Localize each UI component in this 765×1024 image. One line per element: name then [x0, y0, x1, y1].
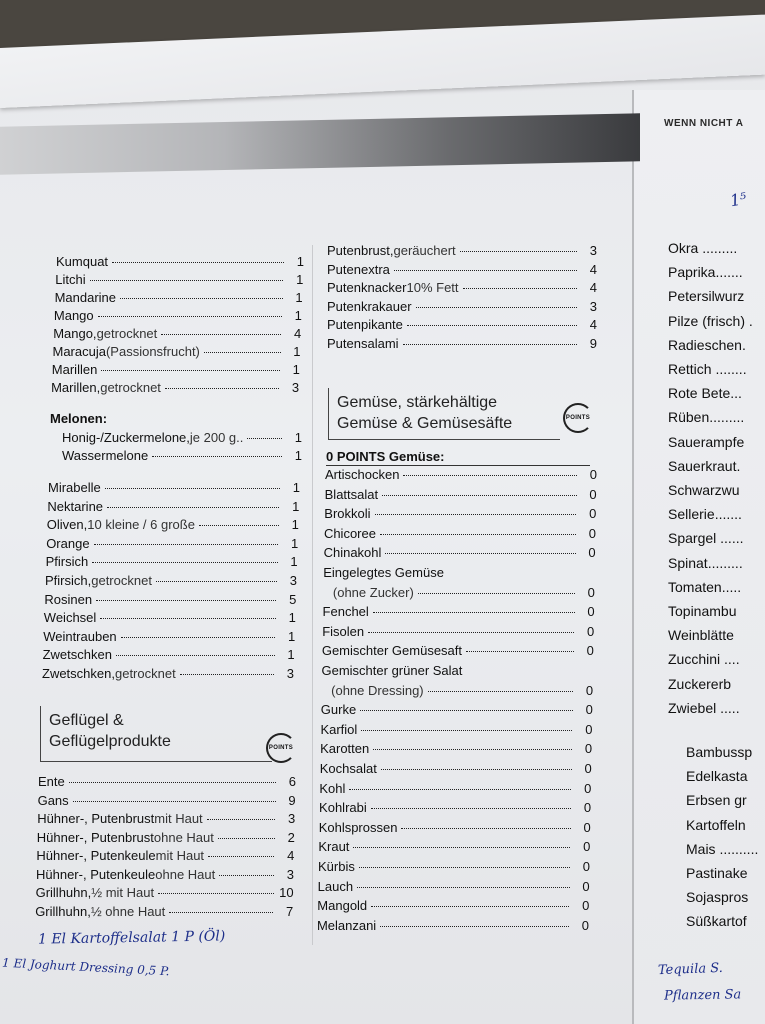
- points-value: 0: [585, 721, 593, 737]
- points-value: 0: [584, 761, 592, 776]
- item-qualifier: (ohne Zucker): [332, 584, 414, 600]
- list-item: Spargel ......: [668, 530, 744, 547]
- points-value: 4: [293, 326, 302, 341]
- item-name: Chinakohl: [323, 545, 382, 561]
- list-item: Sauerampfe: [668, 433, 745, 450]
- heading-underline: [326, 465, 590, 466]
- points-value: 10: [279, 885, 294, 900]
- item-name: Mangold: [317, 898, 368, 914]
- item-name: Putenpikante: [327, 317, 403, 332]
- item-name: Blattsalat: [324, 486, 379, 502]
- leader-dots: [380, 534, 576, 535]
- points-value: 1: [291, 517, 299, 533]
- points-value: 0: [589, 506, 597, 522]
- points-value: 1: [290, 554, 298, 570]
- points-value: 3: [589, 243, 597, 258]
- vegetable-section-title: [328, 388, 560, 440]
- item-name: Pfirsich: [45, 554, 89, 570]
- leader-dots: [116, 655, 275, 656]
- leader-dots: [359, 867, 570, 868]
- points-value: 0: [589, 467, 597, 482]
- list-item: Edelkasta: [686, 768, 748, 785]
- list-item: Süßkartof: [686, 913, 747, 930]
- leader-dots: [121, 637, 276, 638]
- list-item: Sojaspros: [686, 889, 749, 906]
- item-name: Grillhuhn,: [35, 885, 92, 900]
- leader-dots: [107, 507, 279, 508]
- points-logo-icon: POINTS: [266, 733, 296, 763]
- points-value: 0: [583, 800, 592, 816]
- points-value: 0: [588, 545, 596, 561]
- leader-dots: [156, 581, 277, 582]
- leader-dots: [403, 344, 577, 345]
- list-item: [44, 610, 296, 625]
- right-page-header: WENN NICHT A: [664, 118, 744, 129]
- list-item: [50, 448, 302, 463]
- list-item: Rettich ........: [668, 361, 747, 377]
- list-item: [43, 629, 295, 644]
- item-qualifier: ohne Haut: [155, 866, 216, 882]
- points-value: 9: [589, 335, 597, 351]
- list-item: [38, 774, 296, 789]
- list-item: Rote Bete...: [668, 385, 742, 402]
- item-name: Artischocken: [325, 467, 400, 482]
- leader-dots: [428, 691, 574, 692]
- leader-dots: [361, 730, 572, 731]
- item-name: Lauch: [317, 878, 354, 894]
- poultry-section-title: [40, 706, 272, 762]
- list-item: [327, 243, 597, 258]
- leader-dots: [161, 334, 281, 335]
- list-item: [327, 262, 597, 277]
- leader-dots: [418, 593, 575, 594]
- item-name: Kürbis: [318, 859, 355, 874]
- points-value: 0: [584, 741, 593, 757]
- points-value: 0: [587, 584, 595, 600]
- leader-dots: [204, 352, 281, 353]
- list-item: [321, 683, 593, 698]
- item-name: Kraut: [318, 839, 350, 855]
- leader-dots: [349, 789, 571, 790]
- list-item: [318, 859, 590, 874]
- leader-dots: [466, 651, 574, 652]
- item-qualifier: mit Haut: [155, 848, 205, 863]
- list-item: [320, 722, 592, 737]
- list-item: [318, 839, 590, 854]
- item-name: Mango: [53, 308, 94, 323]
- item-name: Gemischter Gemüsesaft: [321, 643, 462, 659]
- list-item: Tomaten.....: [668, 578, 742, 595]
- leader-dots: [394, 270, 577, 271]
- leader-dots: [218, 838, 275, 839]
- item-name: Kumquat: [56, 254, 109, 269]
- points-value: 3: [289, 573, 297, 588]
- list-item: Okra .........: [668, 240, 738, 256]
- leader-dots: [381, 769, 572, 770]
- points-value: 1: [290, 535, 299, 551]
- list-item: [323, 585, 595, 600]
- list-item: [44, 592, 296, 607]
- leader-dots: [92, 562, 277, 563]
- points-value: 0: [585, 682, 594, 698]
- list-item: Mais ..........: [686, 840, 759, 857]
- points-value: 7: [285, 903, 294, 919]
- item-name: Nektarine: [47, 498, 104, 514]
- list-item: [52, 362, 300, 377]
- leader-dots: [403, 475, 577, 476]
- points-value: 0: [586, 643, 594, 659]
- list-item: [53, 326, 301, 341]
- leader-dots: [373, 749, 572, 750]
- leader-dots: [360, 710, 573, 711]
- melonen-heading: Melonen:: [50, 411, 108, 426]
- leader-dots: [382, 495, 577, 496]
- leader-dots: [100, 618, 275, 619]
- item-name: Karotten: [320, 741, 370, 757]
- points-value: 1: [292, 498, 300, 514]
- item-qualifier: getrocknet: [100, 380, 161, 395]
- leader-dots: [90, 280, 284, 281]
- points-value: 1: [294, 448, 302, 463]
- leader-dots: [73, 801, 276, 802]
- list-item: [36, 867, 294, 882]
- item-name: Hühner-, Putenbrust: [36, 829, 154, 845]
- points-value: 9: [288, 792, 296, 808]
- item-qualifier: geräuchert: [393, 243, 456, 258]
- points-value: 0: [587, 604, 595, 620]
- list-item: Erbsen gr: [686, 792, 747, 809]
- list-item: [42, 666, 294, 681]
- leader-dots: [94, 544, 279, 545]
- item-name: Gans: [37, 792, 69, 808]
- item-name: Mirabelle: [48, 480, 101, 495]
- item-name: Weichsel: [43, 610, 97, 626]
- poultry-title-line1: Geflügel &: [49, 712, 124, 729]
- list-item: [54, 308, 302, 323]
- leader-dots: [380, 926, 569, 927]
- list-item: [320, 741, 592, 756]
- list-item: [53, 344, 301, 359]
- leader-dots: [407, 325, 577, 326]
- leader-dots: [416, 307, 577, 308]
- list-item: Bambussp: [686, 744, 753, 760]
- item-name: Gemischter grüner Salat: [321, 663, 463, 678]
- points-value: 1: [293, 344, 301, 359]
- list-item: Radieschen.: [668, 336, 746, 353]
- points-value: 1: [295, 290, 303, 305]
- column-divider: [312, 245, 313, 945]
- points-value: 0: [589, 486, 597, 502]
- points-value: 0: [584, 780, 592, 796]
- item-name: Putenkrakauer: [327, 298, 412, 314]
- item-qualifier: (Passionsfrucht): [105, 344, 200, 359]
- handwritten-mark: 1⁵: [728, 188, 749, 211]
- list-item: [51, 380, 299, 395]
- handwritten-note-3: Tequila S.: [657, 960, 724, 979]
- leader-dots: [385, 553, 575, 554]
- list-item: Sauerkraut.: [668, 457, 741, 474]
- list-item: [319, 800, 591, 815]
- points-value: 1: [287, 628, 296, 644]
- list-item: [45, 573, 297, 588]
- item-name: Putenknacker: [327, 280, 407, 295]
- leader-dots: [371, 906, 569, 907]
- points-value: 1: [294, 430, 302, 445]
- list-item: Kartoffeln: [686, 816, 746, 833]
- list-item: [321, 702, 593, 717]
- list-item: [323, 565, 595, 580]
- leader-dots: [463, 288, 577, 289]
- leader-dots: [169, 912, 273, 913]
- points-value: 1: [296, 254, 304, 269]
- points-value: 0: [581, 917, 589, 933]
- list-item: Zuckererb: [668, 675, 732, 692]
- points-value: 3: [287, 811, 296, 826]
- points-value: 4: [589, 317, 597, 332]
- item-name: Kohlsprossen: [318, 819, 398, 835]
- list-item: [319, 820, 591, 835]
- leader-dots: [357, 887, 570, 888]
- points-value: 3: [286, 666, 294, 681]
- points-value: 1: [287, 647, 295, 663]
- leader-dots: [165, 388, 279, 389]
- points-value: 1: [292, 362, 300, 377]
- leader-dots: [208, 856, 274, 857]
- item-name: Kohlrabi: [319, 800, 367, 816]
- item-name: Hühner-, Putenbrust: [37, 811, 155, 826]
- leader-dots: [101, 370, 279, 371]
- leader-dots: [353, 847, 570, 848]
- leader-dots: [199, 525, 279, 526]
- list-item: [37, 830, 295, 845]
- handwritten-note-2: 1 El Joghurt Dressing 0,5 P.: [1, 955, 170, 979]
- veg-title-line1: Gemüse, stärkehältige: [337, 394, 498, 411]
- points-value: 4: [589, 261, 597, 277]
- item-name: Brokkoli: [324, 506, 371, 522]
- leader-dots: [373, 612, 575, 613]
- item-name: Chicoree: [323, 525, 376, 541]
- item-qualifier: ohne Haut: [153, 829, 214, 845]
- points-value: 0: [582, 898, 590, 914]
- item-name: Mango,: [53, 326, 97, 341]
- leader-dots: [105, 488, 280, 489]
- item-qualifier: getrocknet: [96, 326, 158, 341]
- item-qualifier: je 200 g..: [189, 430, 244, 445]
- list-item: Weinblätte: [668, 627, 734, 644]
- item-name: Rosinen: [44, 591, 93, 607]
- points-value: 5: [289, 591, 297, 607]
- list-item: [322, 643, 594, 658]
- points-value: 4: [589, 280, 597, 295]
- item-name: Grillhuhn,: [35, 903, 91, 919]
- list-item: Rüben.........: [668, 409, 745, 426]
- list-item: Zwiebel .....: [668, 699, 740, 716]
- leader-dots: [120, 298, 283, 299]
- leader-dots: [371, 808, 571, 809]
- item-name: Putenextra: [327, 261, 390, 277]
- list-item: [46, 554, 298, 569]
- points-value: 3: [286, 866, 294, 882]
- item-name: Honig-/Zuckermelone,: [62, 430, 190, 445]
- leader-dots: [152, 456, 282, 457]
- list-item: [318, 879, 590, 894]
- list-item: [322, 663, 594, 678]
- handwritten-note-4: Pflanzen Sa: [663, 987, 742, 1004]
- item-qualifier: (ohne Dressing): [331, 682, 424, 698]
- item-qualifier: ½ mit Haut: [91, 885, 155, 900]
- item-name: Wassermelone: [62, 448, 149, 463]
- item-name: Maracuja: [52, 344, 106, 359]
- item-name: Mandarine: [54, 290, 117, 305]
- list-item: [35, 904, 293, 919]
- item-name: Hühner-, Putenkeule: [36, 848, 156, 863]
- list-item: [47, 499, 299, 514]
- item-name: Pfirsich,: [45, 573, 92, 588]
- points-value: 0: [582, 859, 590, 874]
- item-qualifier: 10 kleine / 6 große: [87, 517, 195, 533]
- list-item: [55, 290, 303, 305]
- list-item: [36, 885, 294, 900]
- leader-dots: [247, 438, 282, 439]
- list-item: Topinambu: [668, 603, 737, 619]
- item-name: Zwetschken: [42, 647, 112, 663]
- list-item: [327, 317, 597, 332]
- leader-dots: [158, 893, 274, 894]
- leader-dots: [219, 875, 274, 876]
- points-value: 0: [583, 839, 591, 855]
- list-item: [323, 604, 595, 619]
- leader-dots: [460, 251, 577, 252]
- handwritten-note-1: 1 El Kartoffelsalat 1 P (Öl): [37, 928, 226, 948]
- veg-title-line2: Gemüse & Gemüsesäfte: [337, 415, 513, 432]
- item-name: Melanzani: [316, 917, 377, 933]
- item-name: Putenbrust,: [327, 243, 394, 258]
- item-qualifier: getrocknet: [91, 573, 152, 588]
- leader-dots: [207, 819, 276, 820]
- item-name: Eingelegtes Gemüse: [323, 565, 444, 580]
- list-item: [317, 898, 589, 913]
- item-name: Marillen,: [51, 380, 101, 395]
- list-item: [327, 280, 597, 295]
- list-item: [55, 272, 303, 287]
- list-item: [36, 848, 294, 863]
- list-item: Petersilwurz: [668, 288, 745, 305]
- leader-dots: [112, 262, 284, 263]
- leader-dots: [375, 514, 577, 515]
- points-value: 1: [296, 272, 304, 287]
- item-qualifier: ½ ohne Haut: [90, 903, 166, 919]
- list-item: Paprika.......: [668, 264, 743, 281]
- list-item: [322, 624, 594, 639]
- list-item: [37, 811, 295, 826]
- item-name: Putensalami: [327, 335, 399, 351]
- points-value: 0: [583, 819, 591, 835]
- list-item: Pilze (frisch) .: [668, 312, 753, 329]
- list-item: [319, 781, 591, 796]
- points-value: 0: [585, 702, 593, 718]
- leader-dots: [180, 674, 274, 675]
- item-name: Weintrauben: [43, 628, 117, 644]
- list-item: [43, 647, 295, 662]
- points-value: 4: [287, 848, 295, 863]
- points-value: 0: [586, 623, 595, 639]
- item-name: Marillen: [51, 362, 98, 377]
- item-name: Gurke: [320, 702, 357, 718]
- points-value: 1: [294, 308, 302, 323]
- list-item: [325, 487, 597, 502]
- item-name: Kochsalat: [319, 761, 377, 776]
- leader-dots: [96, 600, 276, 601]
- points-value: 3: [291, 380, 300, 395]
- poultry-title-line2: Geflügelprodukte: [49, 733, 171, 750]
- item-qualifier: getrocknet: [114, 666, 176, 681]
- list-item: [320, 761, 592, 776]
- leader-dots: [401, 828, 570, 829]
- item-name: Litchi: [55, 272, 86, 287]
- list-item: [47, 517, 299, 532]
- points-value: 2: [287, 829, 295, 845]
- list-item: Schwarzwu: [668, 482, 740, 498]
- points-value: 3: [589, 298, 597, 314]
- list-item: [324, 545, 596, 560]
- leader-dots: [368, 632, 574, 633]
- leader-dots: [98, 316, 282, 317]
- item-qualifier: 10% Fett: [406, 280, 459, 295]
- item-name: Ente: [38, 774, 65, 789]
- item-name: Orange: [46, 535, 90, 551]
- list-item: Sellerie.......: [668, 506, 742, 523]
- item-name: Oliven,: [46, 517, 88, 533]
- points-value: 1: [292, 480, 300, 495]
- item-name: Zwetschken,: [42, 666, 115, 681]
- list-item: [46, 536, 298, 551]
- points-value: 1: [288, 610, 296, 626]
- item-name: Karfiol: [320, 721, 358, 737]
- points-logo-icon: POINTS: [563, 403, 593, 433]
- item-name: Hühner-, Putenkeule: [36, 866, 156, 882]
- list-item: Pastinake: [686, 865, 748, 881]
- item-qualifier: mit Haut: [154, 811, 203, 826]
- list-item: [324, 506, 596, 521]
- list-item: [327, 299, 597, 314]
- list-item: [56, 254, 304, 269]
- points-value: 0: [582, 878, 590, 894]
- list-item: [324, 526, 596, 541]
- list-item: [325, 467, 597, 482]
- item-name: Fenchel: [322, 604, 369, 620]
- points-value: 0: [588, 525, 596, 541]
- item-name: Fisolen: [322, 623, 365, 639]
- list-item: Spinat.........: [668, 554, 743, 571]
- list-item: [327, 336, 597, 351]
- list-item: [48, 480, 300, 495]
- item-name: Kohl: [319, 780, 346, 796]
- points-value: 6: [288, 774, 296, 789]
- list-item: [38, 793, 296, 808]
- zero-points-heading: 0 POINTS Gemüse:: [326, 449, 445, 464]
- leader-dots: [69, 782, 276, 783]
- list-item: Zucchini ....: [668, 651, 740, 668]
- list-item: [317, 918, 589, 933]
- list-item: [50, 430, 302, 445]
